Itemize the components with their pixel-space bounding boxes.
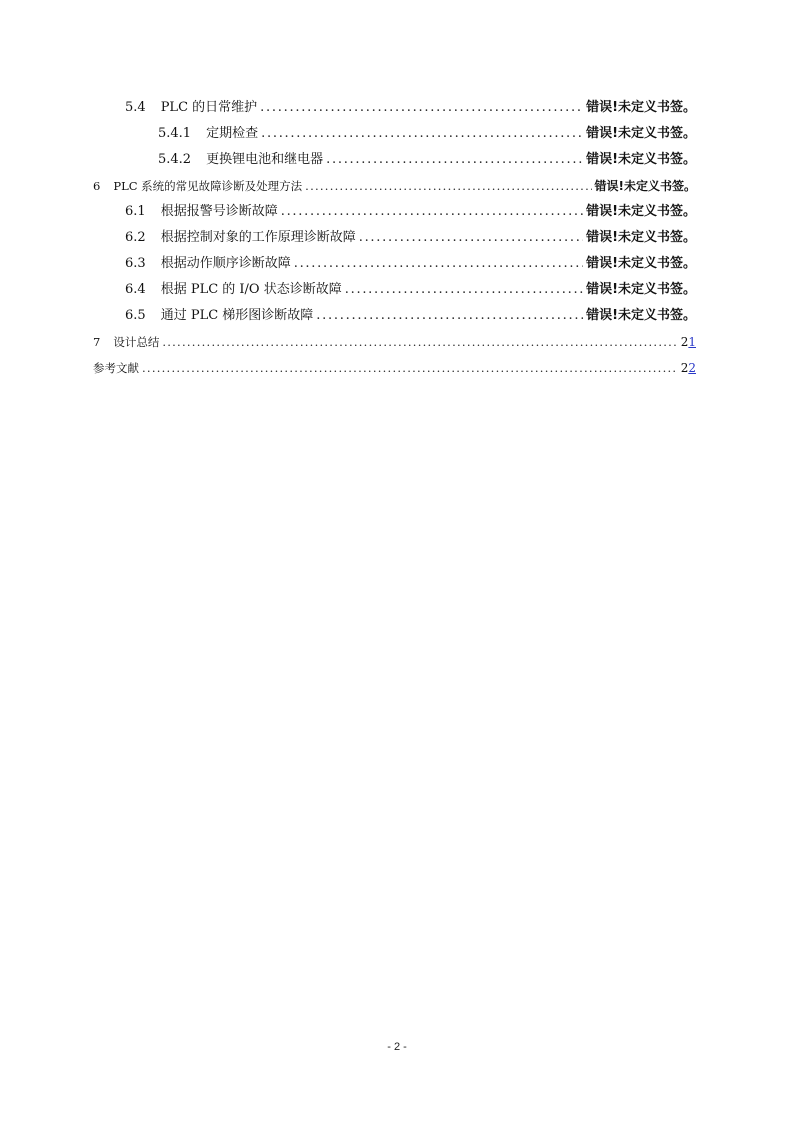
toc-leader — [359, 230, 583, 246]
toc-number: 5.4.2 — [158, 152, 192, 167]
toc-entry-7[interactable] — [93, 334, 696, 350]
toc-page-ref: 错误!未定义书签。 — [586, 230, 696, 245]
toc-page-ref: 错误!未定义书签。 — [586, 100, 696, 115]
toc-title: 根据 PLC 的 I/O 状态诊断故障 — [160, 282, 342, 297]
toc-entry-6-5[interactable] — [125, 308, 696, 324]
toc-entry-references[interactable] — [93, 360, 696, 376]
toc-number: 6.2 — [125, 230, 146, 245]
toc-entry-6-2[interactable] — [125, 230, 696, 246]
toc-entry-5-4-1[interactable] — [158, 126, 696, 142]
toc-title: 更换锂电池和继电器 — [206, 152, 324, 167]
toc-page-ref — [681, 360, 696, 376]
toc-leader — [316, 308, 583, 324]
toc-leader — [261, 126, 583, 142]
toc-number: 6.1 — [125, 204, 146, 219]
toc-leader — [305, 178, 591, 194]
toc-leader — [294, 256, 583, 272]
toc-page-prefix: 2 — [680, 335, 689, 349]
toc-page-ref: 错误!未定义书签。 — [586, 152, 696, 167]
toc-title: 根据控制对象的工作原理诊断故障 — [160, 230, 356, 245]
toc-page-link[interactable]: 1 — [688, 335, 696, 349]
toc-leader — [345, 282, 583, 298]
toc-page-ref: 错误!未定义书签。 — [586, 256, 696, 271]
toc-page-ref: 错误!未定义书签。 — [594, 179, 696, 193]
page-number-footer: - 2 - — [387, 1041, 407, 1053]
toc-title: 通过 PLC 梯形图诊断故障 — [160, 308, 314, 323]
toc-number: 7 — [93, 335, 101, 349]
toc-entry-6-1[interactable] — [125, 204, 696, 220]
toc-page-ref: 错误!未定义书签。 — [586, 204, 696, 219]
toc-title: 定期检查 — [206, 126, 259, 141]
toc-number: 5.4 — [125, 100, 146, 115]
toc-title: 参考文献 — [93, 361, 139, 375]
toc-title: 设计总结 — [113, 335, 160, 349]
toc-leader — [162, 334, 677, 350]
toc-entry-6[interactable] — [93, 178, 696, 194]
toc-page-ref: 错误!未定义书签。 — [586, 126, 696, 141]
toc-entry-6-4[interactable] — [125, 282, 696, 298]
toc-number: 6.5 — [125, 308, 146, 323]
toc-page-ref: 错误!未定义书签。 — [586, 282, 696, 297]
toc-number: 6 — [93, 179, 101, 193]
toc-number: 5.4.1 — [158, 126, 192, 141]
toc-entry-5-4-2[interactable] — [158, 152, 696, 168]
toc-number: 6.3 — [125, 256, 146, 271]
toc-leader — [260, 100, 583, 116]
toc-title: PLC 的日常维护 — [160, 100, 258, 115]
toc-page-ref: 错误!未定义书签。 — [586, 308, 696, 323]
toc-title: 根据报警号诊断故障 — [160, 204, 278, 219]
toc-page-ref — [681, 334, 696, 350]
toc-leader — [142, 360, 678, 376]
toc-number: 6.4 — [125, 282, 146, 297]
toc-page-prefix: 2 — [680, 361, 689, 375]
toc-entry-5-4[interactable] — [125, 100, 696, 116]
toc-leader — [281, 204, 583, 220]
toc-title: 根据动作顺序诊断故障 — [160, 256, 291, 271]
toc-title: PLC 系统的常见故障诊断及处理方法 — [113, 179, 303, 193]
toc-page-link[interactable]: 2 — [688, 361, 696, 375]
toc-entry-6-3[interactable] — [125, 256, 696, 272]
toc-leader — [326, 152, 583, 168]
